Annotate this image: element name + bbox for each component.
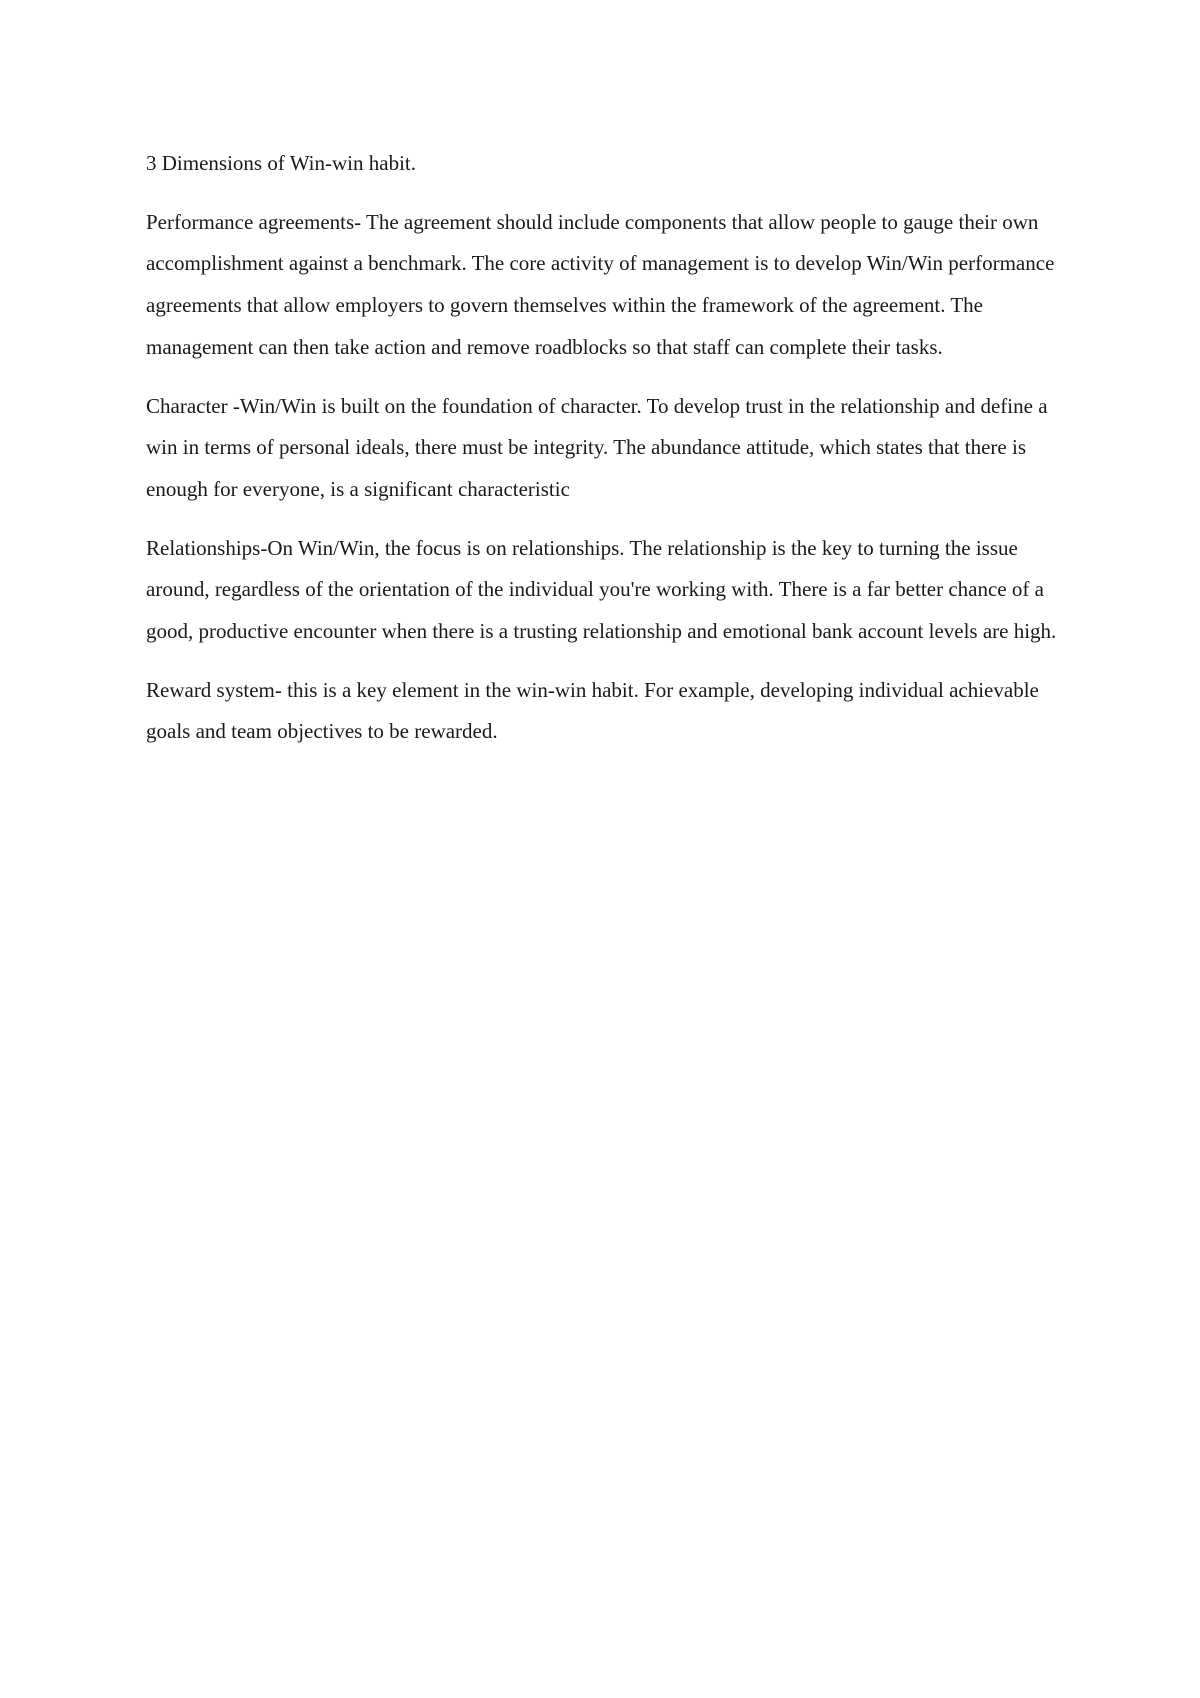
paragraph-character: Character -Win/Win is built on the foundation of character. To develop trust in the relationship and define a win in terms of personal ideals, there must be integrity. The abundance attitude, which states that there is enough for everyone, is a significant characteristic: [146, 393, 1048, 501]
paragraph-relationships: Relationships-On Win/Win, the focus is on relationships. The relationship is the key to turning the issue around, regardless of the orientation of the individual you're working with. There is a far better chance of a good, productive encounter when there is a trusting relationship and emotional bank account levels are high.: [146, 535, 1057, 644]
paragraph-performance-agreements: Performance agreements- The agreement should include components that allow people to gauge their own accomplishment against a benchmark. The core activity of management is to develop Win/Win performance agreements that allow employers to govern themselves within the framework of the agreement. The management can then take action and remove roadblocks so that staff can complete their tasks.: [146, 209, 1055, 359]
paragraph-reward-system: Reward system- this is a key element in the win-win habit. For example, developing individual achievable goals and team objectives to be rewarded.: [146, 677, 1039, 744]
document-body: [146, 143, 1071, 770]
document-title: 3 Dimensions of Win-win habit.: [146, 151, 416, 175]
